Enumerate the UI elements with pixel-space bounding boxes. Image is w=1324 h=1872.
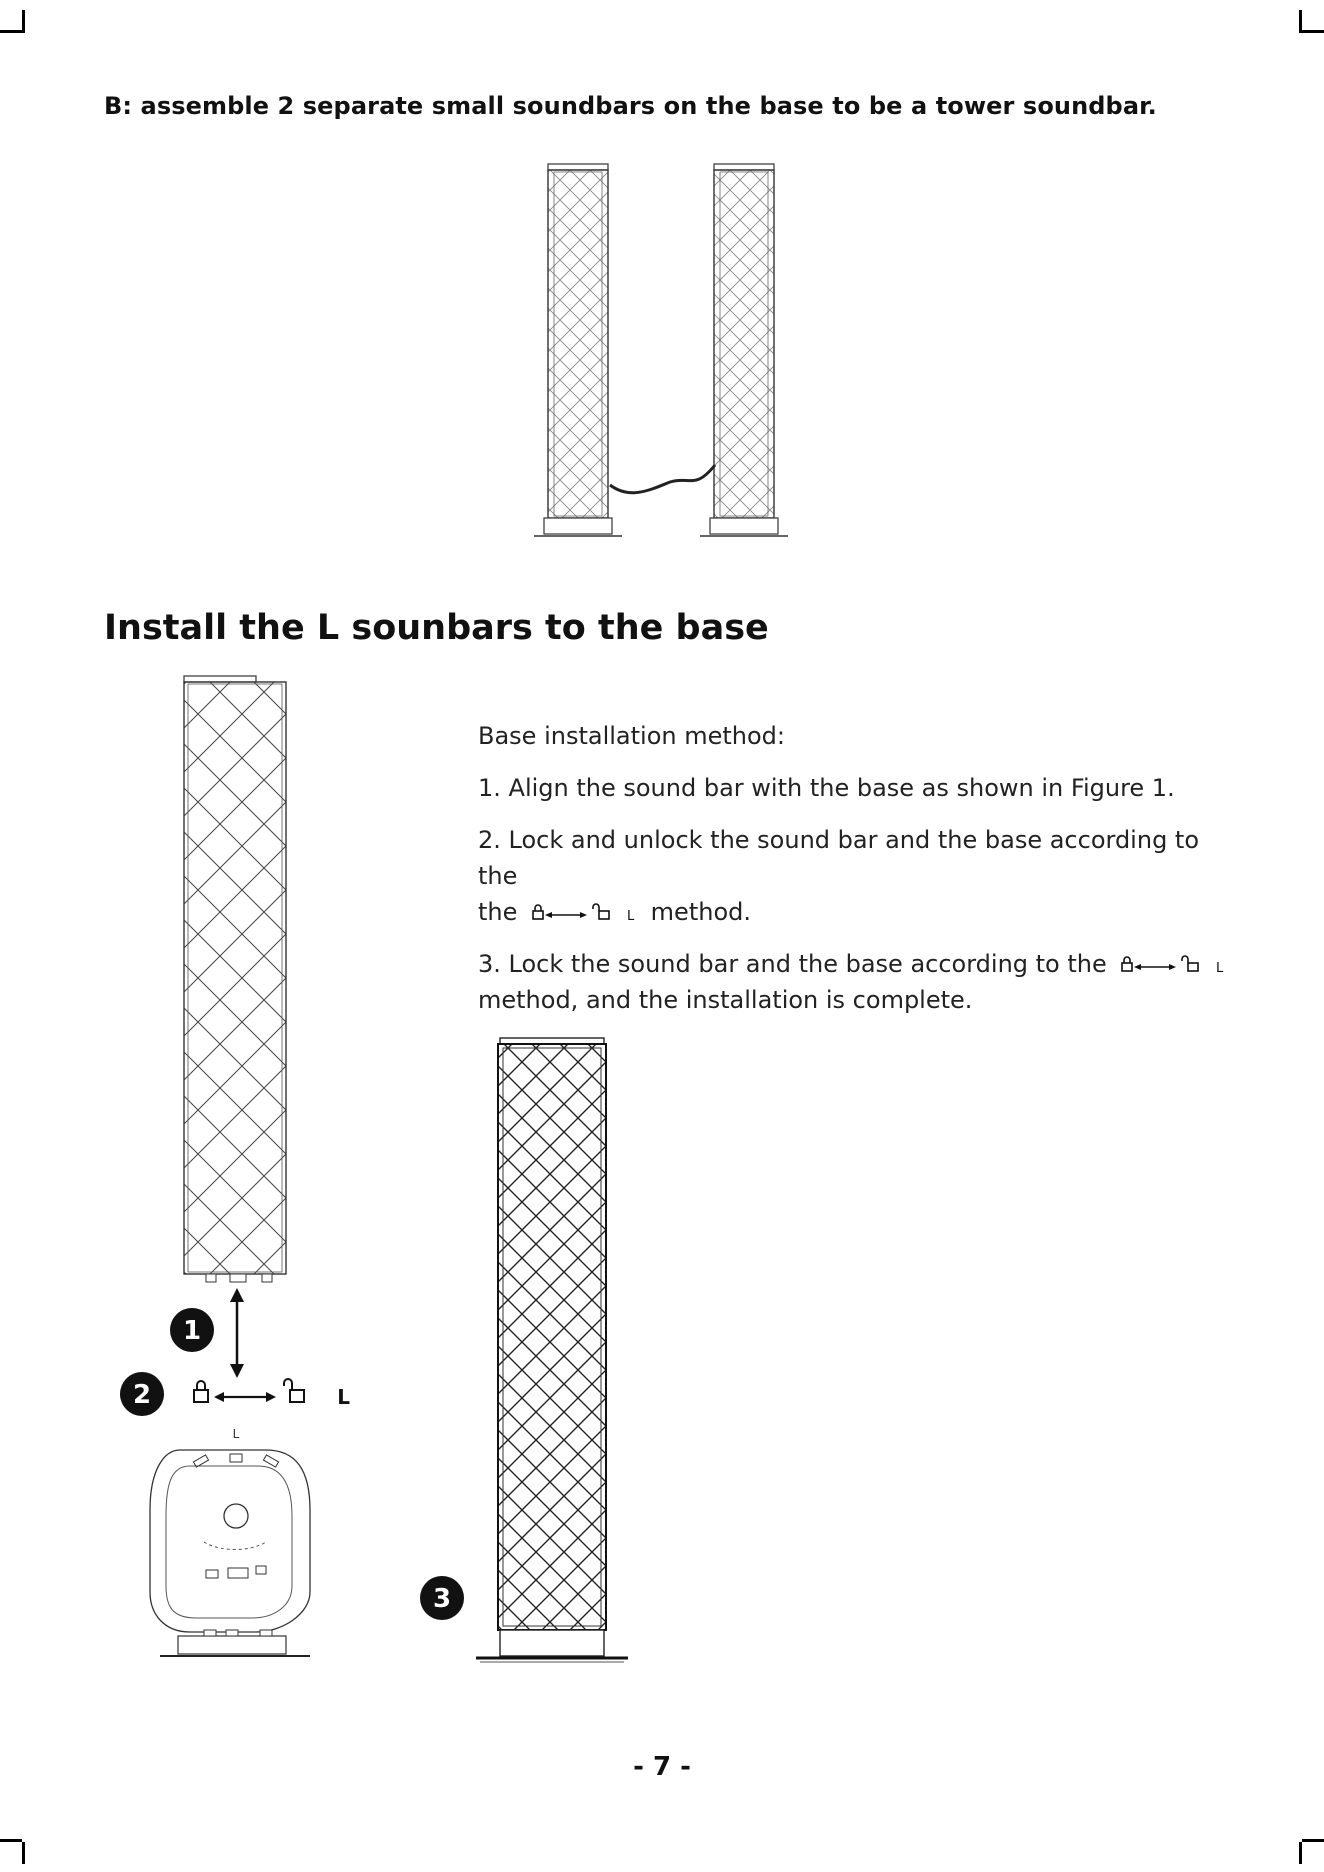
crop-mark	[1299, 10, 1302, 33]
crop-mark	[0, 1839, 22, 1842]
marker-1	[170, 1308, 214, 1352]
lock-unlock-inline-icon	[1118, 955, 1228, 975]
instructions	[478, 718, 1238, 1034]
crop-mark	[1299, 1842, 1302, 1864]
base-side-view	[160, 1630, 310, 1656]
instruction-step-1: 1. Align the sound bar with the base as shown in Figure 1.	[478, 774, 1175, 802]
lock-unlock-inline-icon	[529, 903, 639, 923]
instruction-step-3: 3. Lock the sound bar and the base according to the L method, and the installation is complete.	[478, 946, 1238, 1018]
double-arrow-vertical	[230, 1288, 244, 1378]
instruction-step-2: 2. Lock and unlock the sound bar and the base according to the the L method.	[478, 826, 1200, 926]
page-number: - 7 -	[633, 1752, 691, 1782]
instructions-heading: Base installation method:	[478, 722, 785, 750]
intro-text: B: assemble 2 separate small soundbars on the base to be a tower soundbar.	[104, 92, 1157, 120]
crop-mark	[1302, 1839, 1324, 1842]
base-top-view	[150, 1427, 310, 1632]
svg-text:2: 2	[132, 1380, 152, 1410]
double-arrow-horizontal	[214, 1392, 276, 1402]
crop-mark	[22, 10, 25, 33]
installation-figure-1-2	[110, 670, 370, 1670]
connecting-cable	[610, 465, 715, 493]
l-label: L	[337, 1385, 350, 1409]
two-soundbars-figure	[520, 160, 800, 540]
svg-text:3: 3	[432, 1584, 452, 1614]
right-soundbar	[700, 164, 788, 536]
assembled-soundbar-figure	[410, 1034, 640, 1674]
svg-text:L: L	[232, 1427, 240, 1441]
section-title: Install the L sounbars to the base	[104, 608, 769, 648]
soundbar-l	[184, 676, 286, 1282]
crop-mark	[22, 1842, 25, 1864]
svg-text:L: L	[627, 909, 635, 924]
marker-2	[120, 1372, 164, 1416]
unlock-icon	[284, 1379, 304, 1402]
marker-3	[420, 1576, 464, 1620]
lock-icon	[194, 1381, 208, 1402]
left-soundbar	[534, 164, 622, 536]
lock-unlock-symbol	[194, 1379, 350, 1409]
svg-text:L: L	[1216, 961, 1224, 976]
crop-mark	[0, 30, 22, 33]
crop-mark	[1302, 30, 1324, 33]
svg-text:1: 1	[182, 1316, 202, 1346]
